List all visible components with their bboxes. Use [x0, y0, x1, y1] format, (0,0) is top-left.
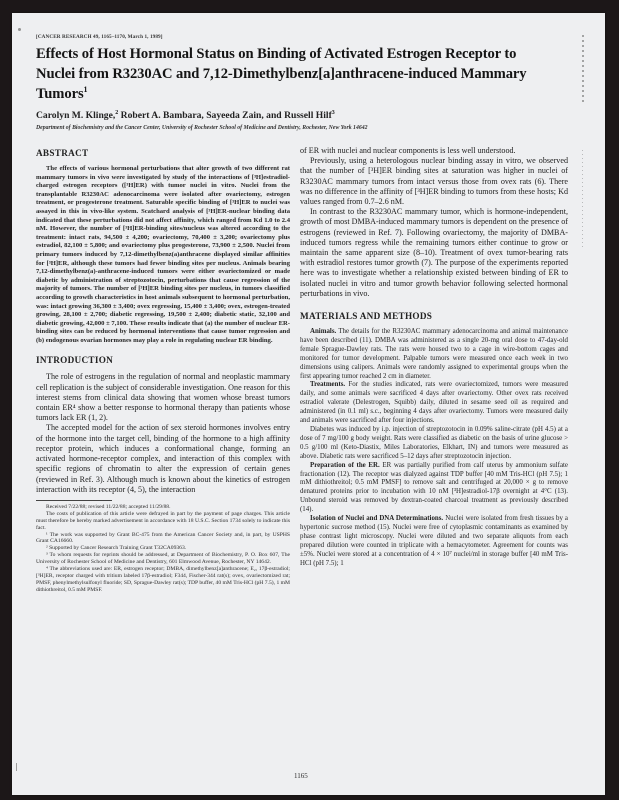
left-column [36, 148, 290, 760]
methods-heading: MATERIALS AND METHODS [300, 311, 433, 322]
author: Carolyn M. Klinge, [36, 110, 116, 121]
methods-text: For the studies indicated, rats were ovariectomized, tumors were measured daily, and some animals were sacrificed 4 days after ovariectomy. Other ovex rats received estradiol valerate (Delestrogen, Squibb) daily, diluted in sesame seed oil as required and administered (in 0.1 ml) s.c., beginning 4 days after ovariectomy. Tumors were measured daily and animals were sacrificed after four injections. [300, 381, 568, 425]
footnote-costs: The costs of publication of this article were defrayed in part by the payment of page charges. This article must therefore be hereby marked advertisement in accordance with 18 U.S.C. Section 1734 solely to indicate this fact. [36, 510, 290, 531]
introduction-heading: INTRODUCTION [36, 355, 114, 366]
footnote-1: ¹ The work was supported by Grant BC-475 from the American Cancer Society and, in part, by USPHS Grant CA16660. [36, 531, 290, 545]
methods-subheading: Preparation of the ER. [310, 461, 380, 469]
author-list [36, 110, 335, 121]
article-title [36, 44, 556, 104]
author: Russell Hilf [284, 110, 332, 121]
footnote-divider [36, 500, 112, 501]
methods-text: Nuclei were isolated from fresh tissues by a hypertonic sucrose method (15). Nuclei were free of cytoplasmic contaminants as examined by phase contrast light microscopy. Nuclei were diluted and two separate aliquots from each prepared dilution were counted in triplicate with a hemacytometer. Agreement for counts was ±5%. Nuclei were stored at a concentration of 4 × 10⁷ nuclei/ml in storage buffer [40 mM Tris-HCl (pH 7.5); 1 [300, 515, 568, 567]
methods-section-diabetes [300, 426, 568, 462]
intro-paragraph: In contrast to the R3230AC mammary tumor, which is hormone-independent, growth of most DMBA-induced mammary tumors is dependent on the presence of estrogens (reviewed in Ref. 7). Following ovariectomy, the majority of DMBA-induced tumors regress while the remaining tumors either continue to grow or maintain the same apparent size (8–10). Treatment of ovex tumor-bearing rats with estradiol restores tumor growth (7). The purpose of the experiments reported here was to investigate whether a relationship existed between binding of ER to isolated nuclei in vitro and tumor growth behavior following selected hormonal perturbations in vivo. [300, 207, 568, 298]
footnote-4: ⁴ The abbreviations used are: ER, estrogen receptor; DMBA, dimethylbenz[a]anthracene; E₂, 17β-estradiol; [³H]ER, receptor charged with tritium labeled 17β-estradiol; F344, Fischer-344 rat(s); ovex, ovariectomized rat; PMSF, phenylmethylsulfonyl fluoride; SD, Sprague-Dawley rat(s); TDP buffer, 40 mM Tris-HCl (pH 7.5), 1 mM dithiothreitol, 0.5 mM PMSF. [36, 566, 290, 593]
author: Sayeeda Zain, and [206, 110, 282, 121]
methods-text: ER was partially purified from calf uterus by ammonium sulfate fractionation (12). The receptor was dialyzed against TDP buffer [40 mM Tris-HCl (pH 7.5); 1 mM dithiothreitol; 0.5 mM PMSF] to remove salt and centrifuged at 20,000 × g to remove denatured proteins prior to incubation with 10 nM [³H]estradiol-17β overnight at 4°C (13). Unbound steroid was removed by dextran-coated charcoal treatment as previously described (14). [300, 461, 568, 514]
intro-paragraph: The role of estrogens in the regulation of normal and neoplastic mammary cell replication is the subject of considerable investigation. One reason for this interest stems from clinical data showing that women whose breast tumors contain ER⁴ show a better response to hormonal therapy than patients whose tumors lack ER (1, 2). [36, 372, 290, 423]
intro-paragraph: The accepted model for the action of sex steroid hormones involves entry of the hormone into the target cell, binding of the hormone to a high affinity receptor protein, which induces a conformational change, forming an activated hormone-receptor complex, and interaction of this complex with specific regions of chromatin to alter the expression of certain genes (reviewed in Ref. 3). Although much is known about the kinetics of estrogen interaction with its receptor (4, 5), the interaction [36, 423, 290, 494]
abstract-body: The effects of various hormonal perturbations that alter growth of two different rat mammary tumors in vivo were investigated by study of the interactions of [³H]estradiol-charged estrogen receptors ([³H]ER) with tumor nuclei in vitro. Nuclei from the transplantable R3230AC adenocarcinoma were isolated after ovariectomy, estrogen treatment, or progesterone treatment. Saturable specific binding of [³H]ER to nuclei was assayed in this in vivo-like system. Scatchard analysis of [³H]ER-nuclear binding data indicated that these perturbations did not affect affinity, which ranged from Kd 1.0 to 2.4 nM. However, the number of [³H]ER-binding sites/nucleus was altered according to the treatment: intact rats, 94,500 ± 4,200; ovariectomy, 70,400 ± 3,200; ovariectomy plus estradiol, 82,100 ± 5,800; and ovariectomy plus progesterone, 73,900 ± 2,500. Nuclei from primary tumors induced by 7,12-dimethylbenz(a)anthracene displayed similar affinities for [³H]ER, although these tumors had fewer binding sites per nucleus. Animals bearing 7,12-dimethylbenz(a)-anthracene-induced tumors were either ovariectomized or made diabetic by administration of streptozotocin, perturbations that cause regression of the majority of tumors. The number of [³H]ER binding sites per nucleus, in tumors classified according to growth characteristics in host animals subsequent to hormonal perturbation, was: intact growing 36,300 ± 3,400; ovex regressing, 15,400 ± 3,400; ovex, estrogen-treated growing, 28,100 ± 2,700; diabetic regressing, 19,500 ± 2,400; diabetic static, 32,100 and diabetic growing, 42,000 ± 7,100. These results indicate that (a) the number of nuclear ER-binding sites can be reduced by hormonal interventions that cause tumor regression and (b) endogenous ovarian hormones may play a role in regulating nuclear ER binding. [36, 165, 290, 344]
right-column [300, 146, 568, 760]
author: Robert A. Bambara, [120, 110, 204, 121]
scan-artifact [582, 150, 583, 250]
methods-subheading: Animals. [310, 328, 337, 336]
intro-continued: of ER with nuclei and nuclear components is less well understood. [300, 146, 516, 155]
methods-subheading: Isolation of Nuclei and DNA Determinations. [310, 515, 444, 523]
affiliation: Department of Biochemistry and the Cancer Center, University of Rochester School of Medicine and Dentistry, Rochester, New York 14642 [36, 125, 368, 131]
page-number: 1165 [294, 772, 308, 780]
methods-subheading: Treatments. [310, 381, 346, 389]
abstract-heading: ABSTRACT [36, 148, 89, 158]
scan-speck [18, 28, 21, 31]
methods-section-nuclei [300, 515, 568, 568]
methods-section-animals [300, 328, 568, 381]
scan-speck [16, 763, 17, 771]
methods-section-treatments [300, 381, 568, 426]
intro-paragraph: Previously, using a heterologous nuclear binding assay in vitro, we observed that the number of [³H]ER binding sites at saturation was higher in nuclei of R3230AC mammary tumors from intact versus those from ovex rats (6). There was no difference in the affinity of [³H]ER binding to tumors from these hosts; Kd values ranged from 0.7–2.6 nM. [300, 156, 568, 207]
footnote-2: ² Supported by Cancer Research Training Grant T32CA09363. [46, 545, 187, 552]
article-title-text: Effects of Host Hormonal Status on Binding of Activated Estrogen Receptor to Nuclei from R3230AC and 7,12-Dimethylbenz[a]anthracene-induced Mammary Tumors [36, 46, 527, 102]
title-footnote-marker: 1 [83, 85, 88, 95]
author-footnote-marker: 2 [115, 109, 119, 116]
methods-text: Diabetes was induced by i.p. injection of streptozotocin in 0.09% saline-citrate (pH 4.5) at a dose of 7 mg/100 g body weight. Rats were classified as diabetic on the basis of urine glucose > 0.5 g/100 ml (Keto-Diastix, Miles Laboratories, Elkhart, IN) and tumors were measured as above. Diabetic rats were sacrificed 5–12 days after streptozotocin injection. [300, 426, 568, 460]
footnotes [36, 504, 290, 594]
footnote-3: ³ To whom requests for reprints should be addressed, at Department of Biochemistry, P. O. Box 607, The University of Rochester School of Medicine and Dentistry, 601 Elmwood Avenue, Rochester, NY 14642. [36, 552, 290, 566]
footnote-received: Received 7/22/88; revised 11/22/88; accepted 11/29/88. [46, 503, 171, 510]
methods-text: The details for the R3230AC mammary adenocarcinoma and animal maintenance have been described (11). DMBA was administered as a single 20-mg oral dose to 47-day-old female Sprague-Dawley rats. The rats were housed two to a cage in wire-bottom cages and monitored for tumor development. Palpable tumors were measured once each week in two dimensions using calipers. Animals were randomly assigned to experimental groups when the first appearing tumor reached 2 cm in diameter. [300, 328, 568, 380]
journal-citation: [CANCER RESEARCH 49, 1165–1170, March 1, 1989] [36, 34, 163, 40]
methods-section-er-prep [300, 462, 568, 515]
scan-artifact [582, 35, 584, 105]
author-footnote-marker: 3 [331, 109, 335, 116]
